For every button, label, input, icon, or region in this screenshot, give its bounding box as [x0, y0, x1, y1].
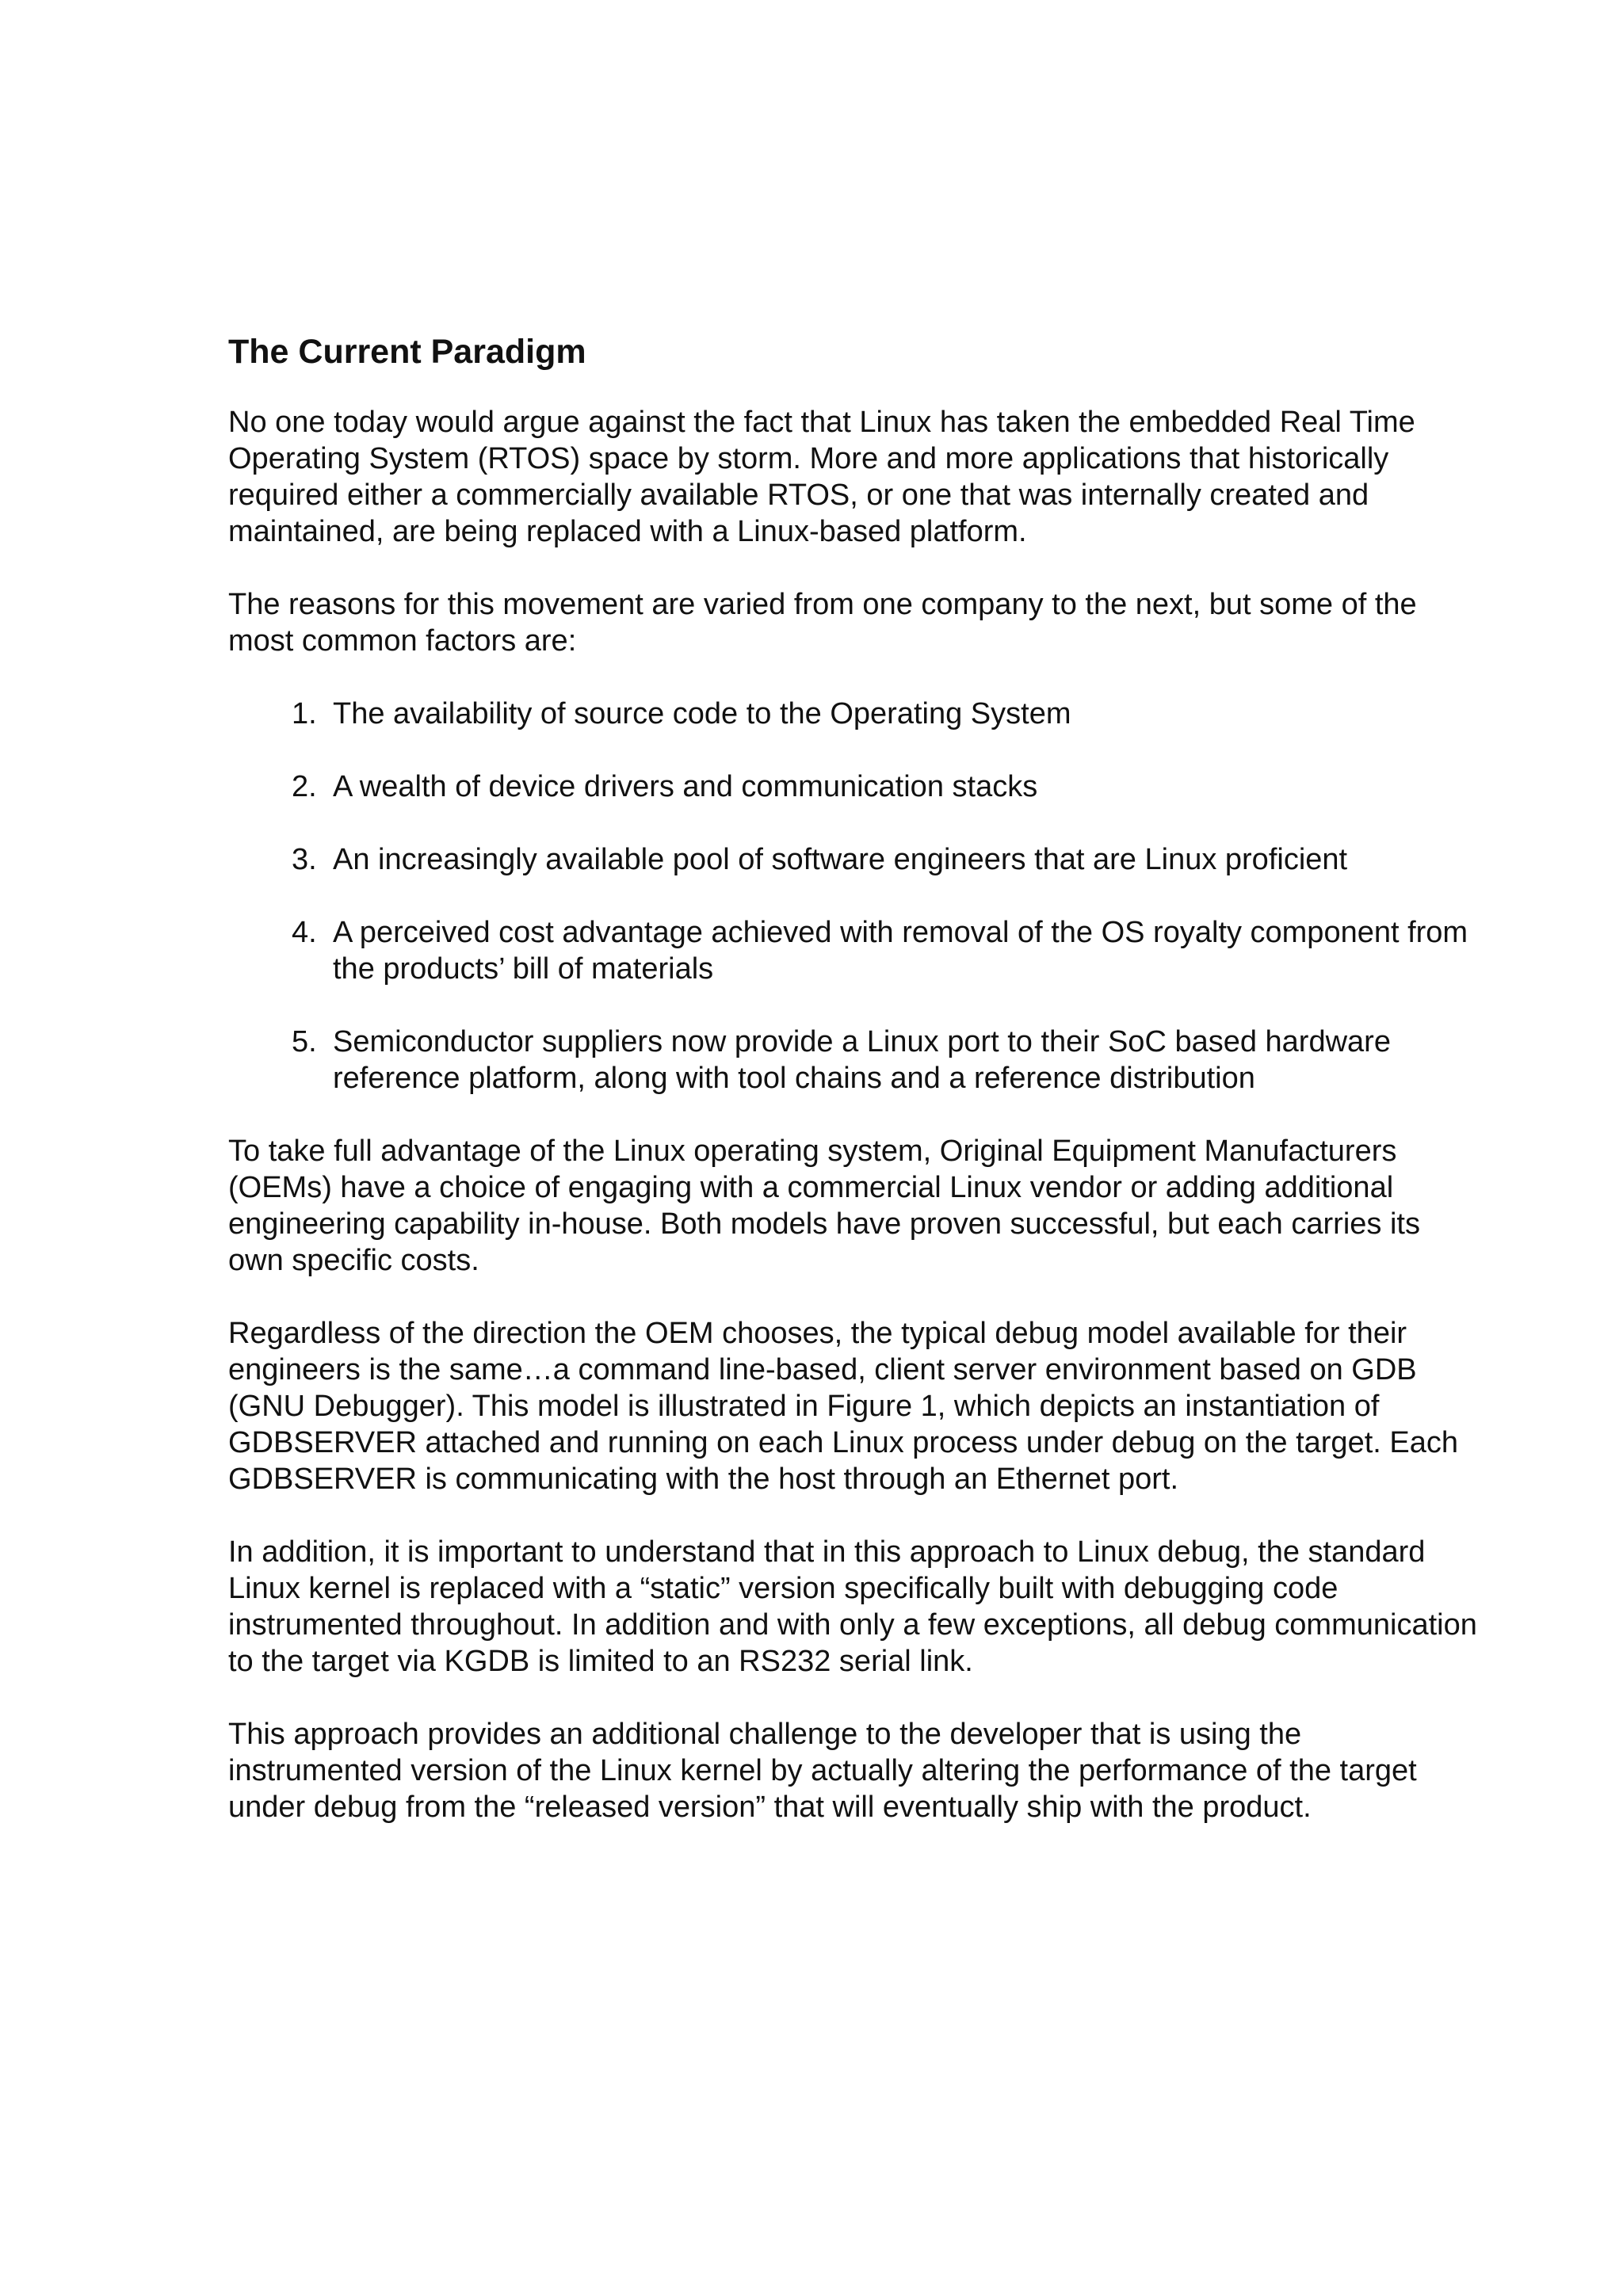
list-number: 3.: [292, 843, 317, 876]
list-number: 2.: [292, 770, 317, 803]
paragraph-debug-model: Regardless of the direction the OEM chooses, the typical debug model available for their engineers is the same…a command line-based, client server environment based on GDB (GNU Debugger). This model is illustrated in Figure 1, which depicts an instantiation of GDBSERVER attached and running on each Linux process under debug on the target. Each GDBSERVER is communicating with the host through an Ethernet port.: [228, 1317, 1458, 1496]
paragraph-intro: No one today would argue against the fact that Linux has taken the embedded Real Time Operating System (RTOS) space by storm. More and more applications that historically required either a commercially available RTOS, or one that was internally created and maintained, are being replaced with a Linux-based platform.: [228, 406, 1415, 548]
document-body: [228, 331, 1480, 1862]
list-item: [228, 914, 1480, 987]
list-text: A wealth of device drivers and communication stacks: [333, 770, 1038, 803]
list-number: 1.: [292, 697, 317, 730]
paragraph-kernel: In addition, it is important to understand that in this approach to Linux debug, the standard Linux kernel is replaced with a “static” version specifically built with debugging code instrumented throughout. In addition and with only a few exceptions, all debug communication to the target via KGDB is limited to an RS232 serial link.: [228, 1535, 1477, 1678]
section-heading: The Current Paradigm: [228, 333, 586, 371]
list-number: 4.: [292, 916, 317, 949]
paragraph-oem-choice: To take full advantage of the Linux operating system, Original Equipment Manufacturers (OEMs) have a choice of engaging with a commercial Linux vendor or adding additional engineering capability in-house. Both models have proven successful, but each carries its own specific costs.: [228, 1135, 1420, 1277]
list-item: [228, 1024, 1480, 1097]
list-text: A perceived cost advantage achieved with removal of the OS royalty component from the products’ bill of materials: [333, 916, 1468, 986]
list-text: An increasingly available pool of software engineers that are Linux proficient: [333, 843, 1348, 876]
paragraph-reasons: The reasons for this movement are varied from one company to the next, but some of the most common factors are:: [228, 588, 1417, 658]
list-text: The availability of source code to the Operating System: [333, 697, 1071, 730]
list-item: [228, 841, 1480, 878]
list-item: [228, 769, 1480, 805]
paragraph-challenge: This approach provides an additional challenge to the developer that is using the instrumented version of the Linux kernel by actually altering the performance of the target under debug from the “released version” that will eventually ship with the product.: [228, 1718, 1417, 1824]
list-number: 5.: [292, 1025, 317, 1058]
factors-list: [228, 696, 1480, 1097]
list-item: [228, 696, 1480, 732]
list-text: Semiconductor suppliers now provide a Linux port to their SoC based hardware reference platform, along with tool chains and a reference distribution: [333, 1025, 1391, 1095]
